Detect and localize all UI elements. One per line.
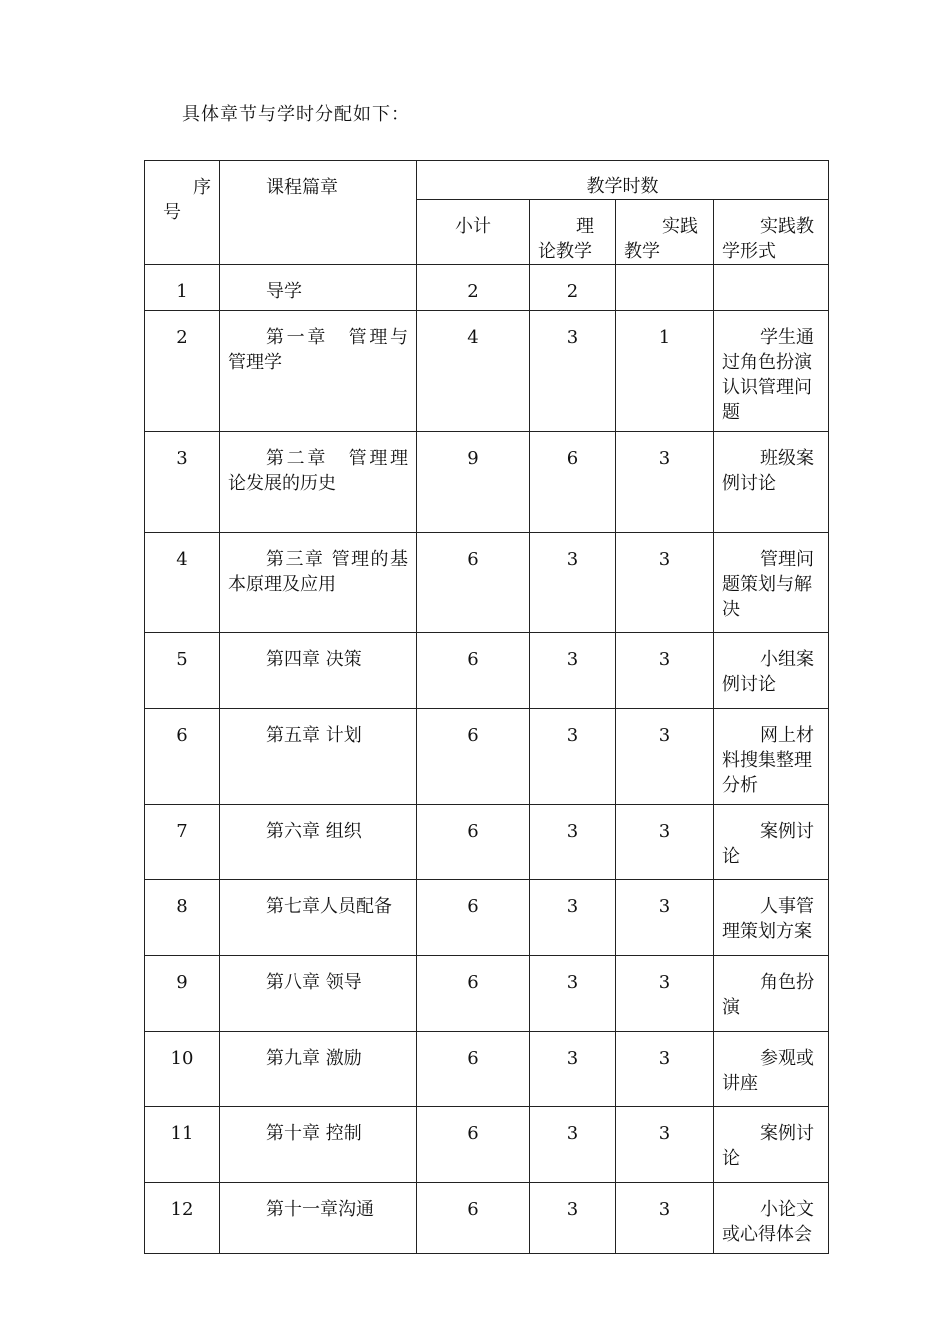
row-subtotal: 6 [417,1032,530,1107]
row-practice: 3 [616,1183,714,1254]
intro-text: 具体章节与学时分配如下： [182,104,410,125]
row-subtotal: 6 [417,709,530,805]
header-theory: 理论教学 [530,200,616,265]
row-index: 7 [145,805,220,880]
row-index: 8 [145,880,220,956]
header-hours: 教学时数 [417,161,829,200]
row-chapter: 第十章 控制 [220,1107,417,1183]
header-practice-form: 实践教学形式 [714,200,829,265]
row-theory: 3 [530,633,616,709]
row-chapter: 第一章 管理与管理学 [220,311,417,432]
row-practice: 3 [616,432,714,533]
row-chapter: 导学 [220,265,417,311]
row-practice: 3 [616,956,714,1032]
row-practice: 3 [616,1107,714,1183]
row-practice: 3 [616,533,714,633]
row-subtotal: 2 [417,265,530,311]
row-chapter: 第三章 管理的基本原理及应用 [220,533,417,633]
row-index: 1 [145,265,220,311]
row-practice-form: 学生通过角色扮演认识管理问题 [714,311,829,432]
row-practice-form: 班级案例讨论 [714,432,829,533]
row-theory: 2 [530,265,616,311]
row-chapter: 第二章 管理理论发展的历史 [220,432,417,533]
row-theory: 3 [530,1032,616,1107]
row-index: 11 [145,1107,220,1183]
row-subtotal: 6 [417,956,530,1032]
table-row [145,533,829,633]
row-subtotal: 6 [417,1107,530,1183]
row-chapter: 第九章 激励 [220,1032,417,1107]
table-row [145,709,829,805]
table-row [145,880,829,956]
row-chapter: 第八章 领导 [220,956,417,1032]
header-index: 序号 [145,161,220,265]
row-chapter: 第四章 决策 [220,633,417,709]
row-theory: 3 [530,880,616,956]
row-index: 4 [145,533,220,633]
row-chapter: 第六章 组织 [220,805,417,880]
header-subtotal: 小计 [417,200,530,265]
row-index: 2 [145,311,220,432]
row-subtotal: 9 [417,432,530,533]
row-practice: 3 [616,633,714,709]
table-row [145,311,829,432]
row-practice-form: 管理问题策划与解决 [714,533,829,633]
row-practice-form: 案例讨论 [714,1107,829,1183]
row-subtotal: 6 [417,533,530,633]
row-theory: 3 [530,311,616,432]
row-theory: 3 [530,1183,616,1254]
row-subtotal: 4 [417,311,530,432]
row-subtotal: 6 [417,880,530,956]
row-practice: 3 [616,805,714,880]
row-practice-form: 小组案例讨论 [714,633,829,709]
row-index: 3 [145,432,220,533]
table-row [145,805,829,880]
table-row [145,1183,829,1254]
hours-table [144,160,829,1254]
row-practice-form: 网上材料搜集整理分析 [714,709,829,805]
row-chapter: 第七章人员配备 [220,880,417,956]
row-index: 9 [145,956,220,1032]
row-practice-form: 小论文或心得体会 [714,1183,829,1254]
table-row [145,633,829,709]
row-index: 10 [145,1032,220,1107]
row-subtotal: 6 [417,633,530,709]
row-practice-form: 人事管理策划方案 [714,880,829,956]
row-subtotal: 6 [417,805,530,880]
row-practice: 3 [616,1032,714,1107]
row-practice: 1 [616,311,714,432]
table-row [145,1032,829,1107]
table-row [145,265,829,311]
row-practice-form: 案例讨论 [714,805,829,880]
row-index: 12 [145,1183,220,1254]
row-practice [616,265,714,311]
row-chapter: 第十一章沟通 [220,1183,417,1254]
row-theory: 3 [530,1107,616,1183]
row-theory: 3 [530,709,616,805]
row-index: 5 [145,633,220,709]
row-theory: 3 [530,805,616,880]
row-theory: 3 [530,533,616,633]
header-chapter: 课程篇章 [220,161,417,265]
table-row [145,432,829,533]
row-practice: 3 [616,880,714,956]
row-theory: 3 [530,956,616,1032]
row-practice: 3 [616,709,714,805]
header-practice: 实践教学 [616,200,714,265]
table-row [145,1107,829,1183]
row-chapter: 第五章 计划 [220,709,417,805]
row-index: 6 [145,709,220,805]
table-row [145,956,829,1032]
row-practice-form: 角色扮演 [714,956,829,1032]
row-subtotal: 6 [417,1183,530,1254]
row-practice-form: 参观或讲座 [714,1032,829,1107]
row-practice-form [714,265,829,311]
row-theory: 6 [530,432,616,533]
